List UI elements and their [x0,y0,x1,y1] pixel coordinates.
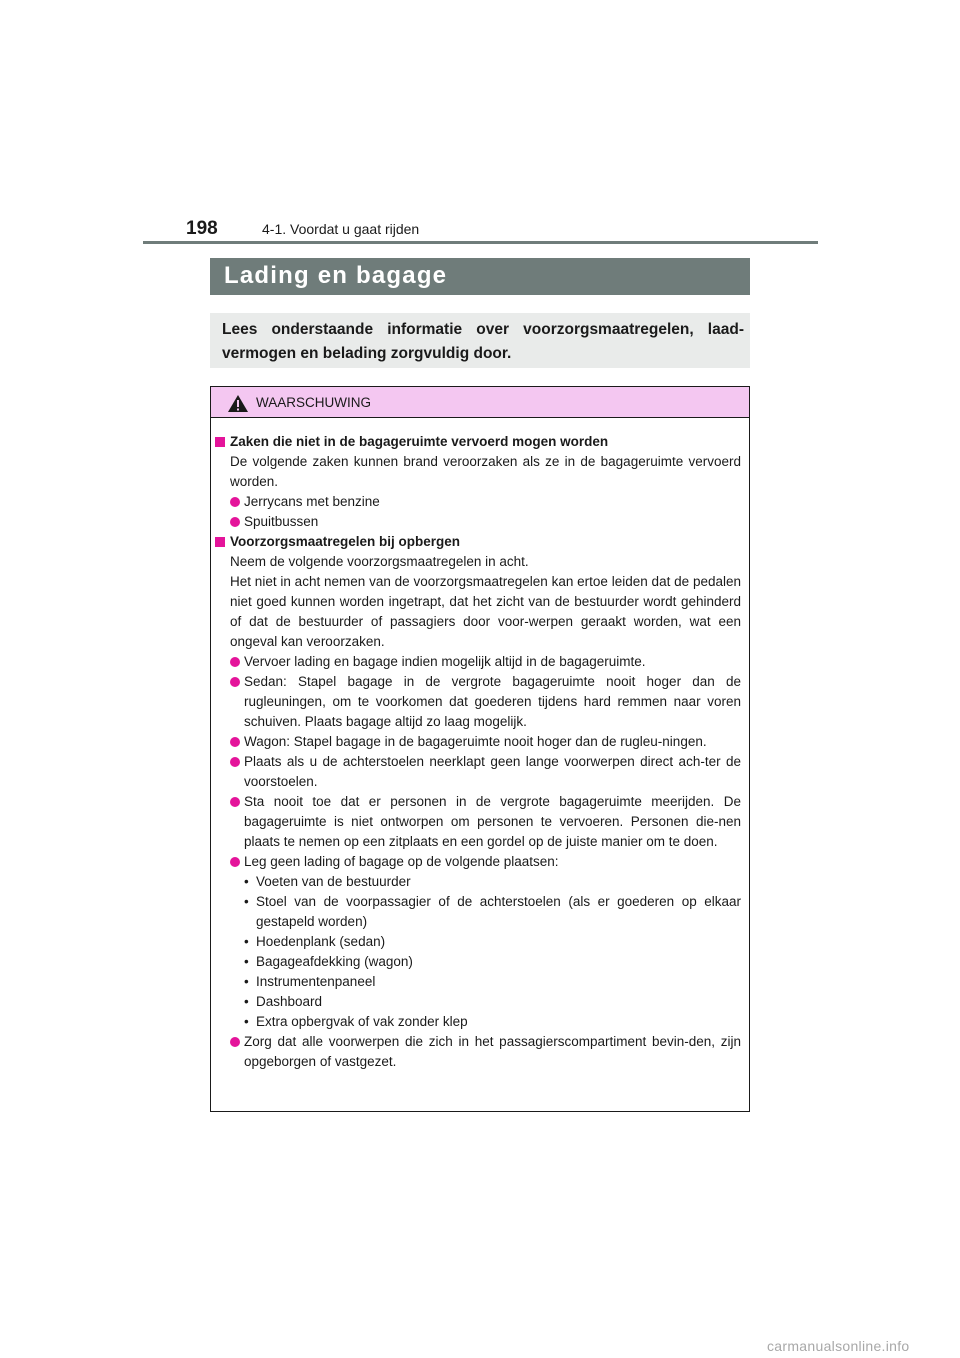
circle-bullet-icon [230,497,240,507]
circle-bullet-icon [230,1037,240,1047]
list-item [211,792,749,852]
heading-text: Voorzorgsmaatregelen bij opbergen [230,534,461,549]
paragraph: Het niet in acht nemen van de voorzorgsmaatregelen kan ertoe leiden dat de pedalen niet goed kunnen worden ingetrapt, dat het zicht van de bestuurder wordt gehinderd of dat de bestuurder of passagiers door voor-werpen geraakt worden, wat een ongeval kan veroorzaken. [230,574,741,649]
sub-list-item [211,952,749,972]
page-number: 198 [186,218,218,239]
warning-header [211,387,749,418]
list-item [211,732,749,752]
sub-bullet-mark: • [244,954,249,969]
sub-list-item [211,932,749,952]
list-item [211,852,749,872]
page-title: Lading en bagage [224,262,448,289]
warning-box [210,386,750,1112]
list-item-text: Zorg dat alle voorwerpen die zich in het passagierscompartiment bevin-den, zijn opgeborgen of vastgezet. [244,1034,741,1069]
circle-bullet-icon [230,517,240,527]
intro-text: Lees onderstaande informatie over voorzorgsmaatregelen, laad-vermogen en belading zorgvuldig door. [222,321,744,362]
header-rule [143,241,818,244]
square-bullet-icon [215,437,225,447]
warning-body [211,432,749,1072]
circle-bullet-icon [230,757,240,767]
warning-triangle-icon [227,394,249,413]
sub-list-item [211,992,749,1012]
list-item [211,492,749,512]
sub-list-item-text: Voeten van de bestuurder [256,874,411,889]
warning-heading [211,432,749,452]
list-item [211,672,749,732]
list-item-text: Sedan: Stapel bagage in de vergrote bagageruimte nooit hoger dan de rugleuningen, om te voorkomen dat goederen tijdens hard remmen naar voren schuiven. Plaats bagage altijd zo laag mogelijk. [244,674,741,729]
sub-list-item-text: Hoedenplank (sedan) [256,934,386,949]
sub-bullet-mark: • [244,974,249,989]
list-item-text: Vervoer lading en bagage indien mogelijk altijd in de bagageruimte. [244,654,646,669]
section-breadcrumb: 4-1. Voordat u gaat rijden [262,221,420,237]
list-item-text: Spuitbussen [244,514,319,529]
paragraph: Neem de volgende voorzorgsmaatregelen in acht. [230,554,529,569]
list-item-text: Leg geen lading of bagage op de volgende plaatsen: [244,854,559,869]
list-item-text: Plaats als u de achterstoelen neerklapt geen lange voorwerpen direct ach-ter de voorstoelen. [244,754,741,789]
sub-list-item-text: Extra opbergvak of vak zonder klep [256,1014,468,1029]
circle-bullet-icon [230,857,240,867]
sub-bullet-mark: • [244,1014,249,1029]
list-item [211,752,749,792]
sub-list-item-text: Stoel van de voorpassagier of de achterstoelen (als er goederen op elkaar gestapeld worden) [256,894,741,929]
sub-list-item-text: Instrumentenpaneel [256,974,376,989]
list-item [211,1032,749,1072]
list-item [211,512,749,532]
sub-list-item [211,972,749,992]
circle-bullet-icon [230,677,240,687]
title-bar [210,258,750,295]
watermark: carmanualsonline.info [767,1338,910,1354]
list-item-text: Jerrycans met benzine [244,494,380,509]
warning-heading [211,532,749,552]
circle-bullet-icon [230,737,240,747]
sub-list-item [211,1012,749,1032]
sub-list-item [211,892,749,932]
circle-bullet-icon [230,657,240,667]
list-item-text: Wagon: Stapel bagage in de bagageruimte nooit hoger dan de rugleu-ningen. [244,734,707,749]
square-bullet-icon [215,537,225,547]
sub-bullet-mark: • [244,934,249,949]
sub-list-item-text: Dashboard [256,994,323,1009]
list-item-text: Sta nooit toe dat er personen in de vergrote bagageruimte meerijden. De bagageruimte is niet ontworpen om personen te vervoeren. Personen die-nen plaats te nemen op een zitplaats en een gordel op de juiste manier om te doen. [244,794,741,849]
intro-box [210,313,750,368]
paragraph: De volgende zaken kunnen brand veroorzaken als ze in de bagageruimte vervoerd worden. [230,454,741,489]
list-item [211,652,749,672]
sub-bullet-mark: • [244,874,249,889]
warning-label: WAARSCHUWING [256,395,371,410]
sub-bullet-mark: • [244,994,249,1009]
sub-bullet-mark: • [244,894,249,909]
heading-text: Zaken die niet in de bagageruimte vervoerd mogen worden [230,434,609,449]
sub-list-item-text: Bagageafdekking (wagon) [256,954,413,969]
sub-list-item [211,872,749,892]
circle-bullet-icon [230,797,240,807]
